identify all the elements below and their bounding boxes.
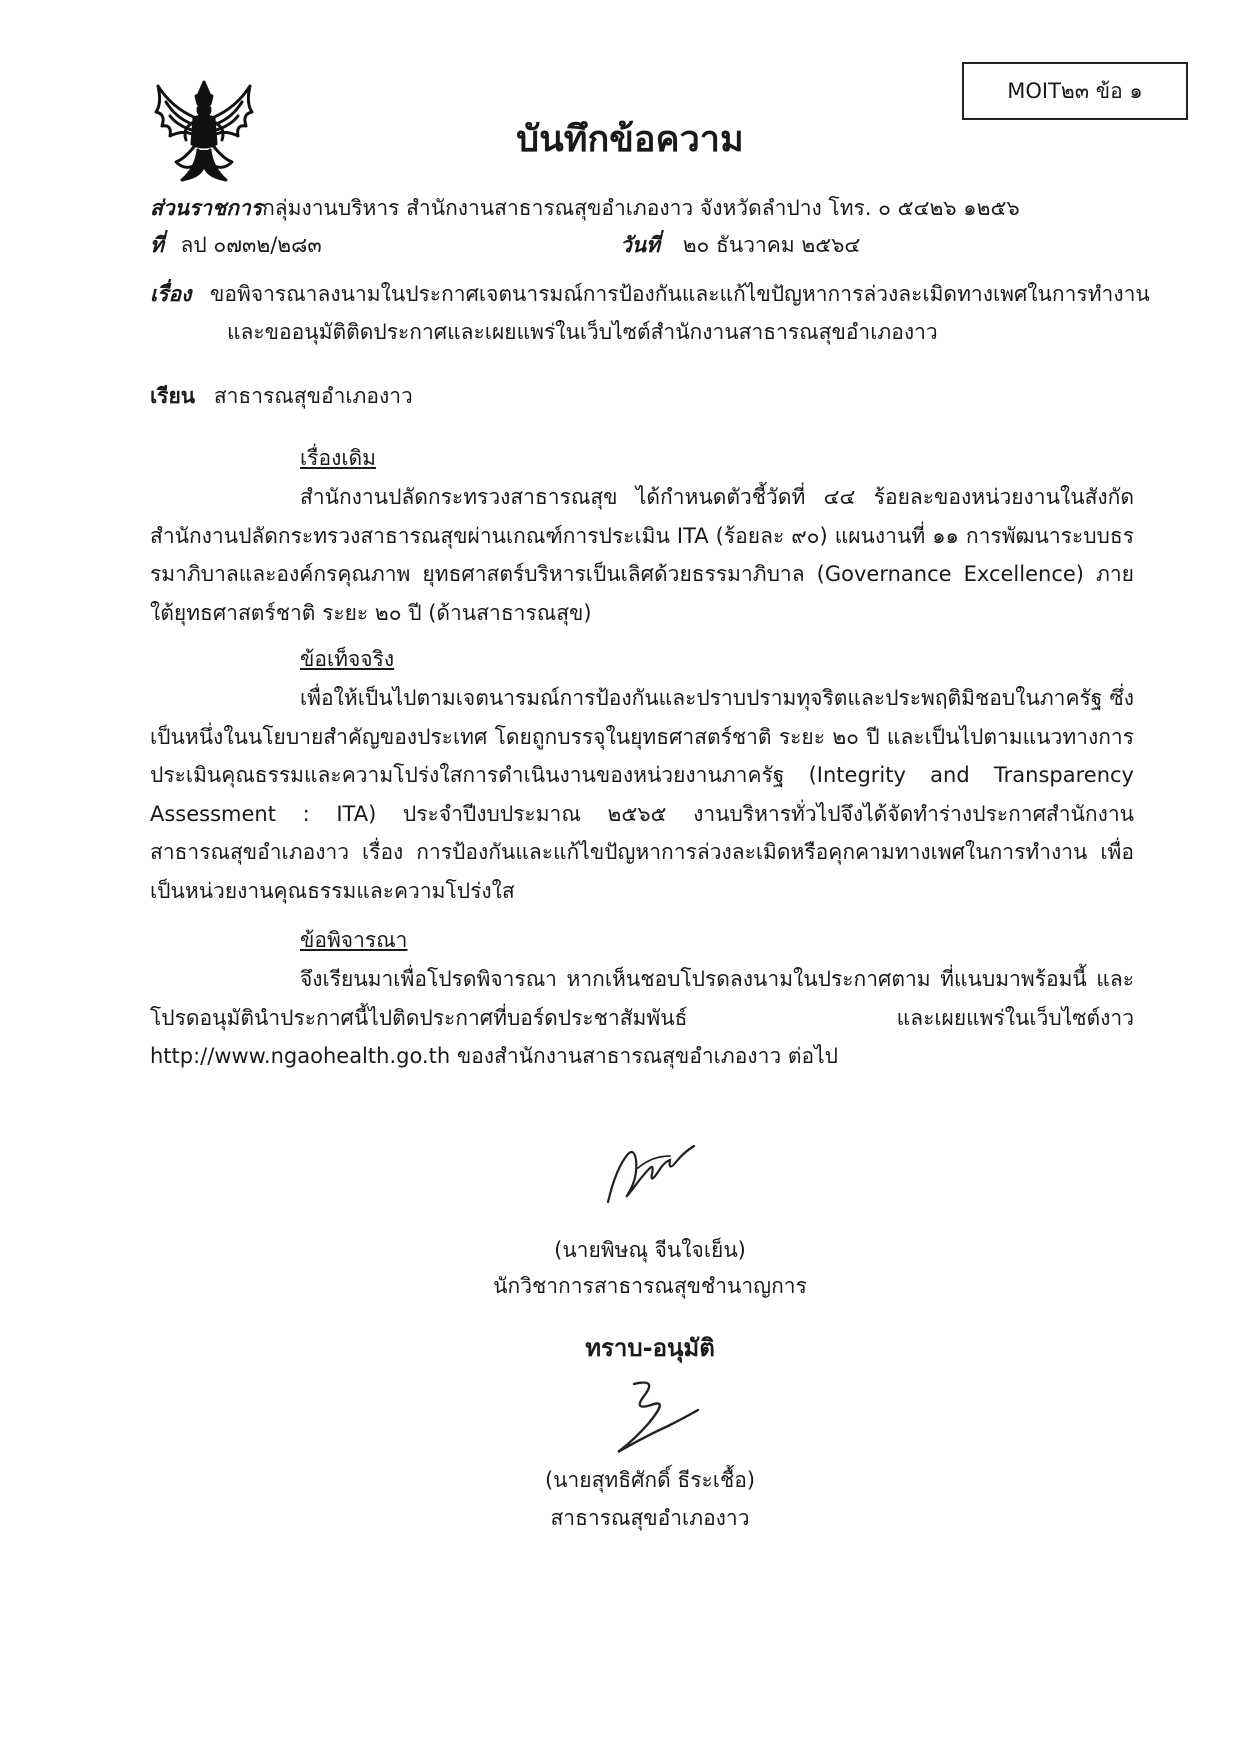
recipient-label: เรียน [150,384,196,408]
recipient-line [150,380,413,413]
consider-heading: ข้อพิจารณา [300,928,408,952]
consider-text: จึงเรียนมาเพื่อโปรดพิจารณา หากเห็นชอบโปรดลงนามในประกาศตาม ที่แนบมาพร้อมนี้ และโปรดอนุมัตินำประกาศนี้ไปติดประกาศที่บอร์ดประชาสัมพันธ์ และเผยแพร่ในเว็บไซต์งาว http://www.ngaohealth.go.th ของสำนักงานสาธารณสุขอำเภองาว ต่อไป [150,967,1134,1068]
agency-value: กลุ่มงานบริหาร สำนักงานสาธารณสุขอำเภองาว จังหวัดลำปาง โทร. ๐ ๕๔๒๖ ๑๒๕๖ [262,196,1020,220]
document-code: MOIT๒๓ ข้อ ๑ [1007,78,1143,103]
date-value: ๒๐ ธันวาคม ๒๕๖๔ [682,233,861,257]
reference-line [150,229,322,262]
signatory-1-position: นักวิชาการสาธารณสุขชำนาญการ [493,1274,807,1298]
subject-text-1: ขอพิจารณาลงนามในประกาศเจตนารมณ์การป้องกันและแก้ไขปัญหาการล่วงละเมิดทางเพศในการทำงาน [210,282,1150,306]
agency-line [150,192,1020,225]
approval-text: ทราบ-อนุมัติ [585,1334,715,1362]
subject-label: เรื่อง [150,282,192,306]
date-label: วันที่ [620,233,660,257]
date-line [620,229,860,262]
facts-paragraph [150,679,1134,910]
agency-label: ส่วนราชการ [150,196,263,220]
signature-2-icon [598,1374,708,1458]
background-heading: เรื่องเดิม [300,446,376,470]
signature-1-icon [598,1138,708,1210]
subject-line-1 [150,278,1150,311]
background-paragraph [150,478,1134,632]
subject-text-2: และขออนุมัติติดประกาศและเผยแพร่ในเว็บไซต์สำนักงานสาธารณสุขอำเภองาว [227,320,938,344]
background-text: สำนักงานปลัดกระทรวงสาธารณสุข ได้กำหนดตัวชี้วัดที่ ๔๔ ร้อยละของหน่วยงานในสังกัดสำนักงานปลัดกระทรวงสาธารณสุขผ่านเกณฑ์การประเมิน ITA (ร้อยละ ๙๐) แผนงานที่ ๑๑ การพัฒนาระบบธรรมาภิบาลและองค์กรคุณภาพ ยุทธศาสตร์บริหารเป็นเลิศด้วยธรรมาภิบาล (Governance Excellence) ภายใต้ยุทธศาสตร์ชาติ ระยะ ๒๐ ปี (ด้านสาธารณสุข) [150,485,1134,625]
recipient-value: สาธารณสุขอำเภองาว [213,384,413,408]
page-title: บันทึกข้อความ [516,119,744,160]
consider-paragraph [150,960,1134,1076]
facts-heading: ข้อเท็จจริง [300,647,395,671]
signatory-1-name: (นายพิษณุ จีนใจเย็น) [554,1238,746,1262]
signatory-2-name: (นายสุทธิศักดิ์ ธีระเชื้อ) [544,1468,756,1492]
reference-value: ลป ๐๗๓๒/๒๘๓ [180,233,322,257]
facts-text: เพื่อให้เป็นไปตามเจตนารมณ์การป้องกันและปราบปรามทุจริตและประพฤติมิชอบในภาครัฐ ซึ่งเป็นหนึ่งในนโยบายสำคัญของประเทศ โดยถูกบรรจุในยุทธศาสตร์ชาติ ระยะ ๒๐ ปี และเป็นไปตามแนวทางการประเมินคุณธรรมและความโปร่งใสการดำเนินงานของหน่วยงานภาครัฐ (Integrity and Transparency Assessment : ITA) ประจำปีงบประมาณ ๒๕๖๕ งานบริหารทั่วไปจึงได้จัดทำร่างประกาศสำนักงานสาธารณสุขอำเภองาว เรื่อง การป้องกันและแก้ไขปัญหาการล่วงละเมิดหรือคุกคามทางเพศในการทำงาน เพื่อเป็นหน่วยงานคุณธรรมและความโปร่งใส [150,686,1134,903]
reference-label: ที่ [150,233,164,257]
signatory-2-position: สาธารณสุขอำเภองาว [550,1506,750,1530]
garuda-emblem-icon [152,78,256,186]
document-code-box [962,62,1188,120]
